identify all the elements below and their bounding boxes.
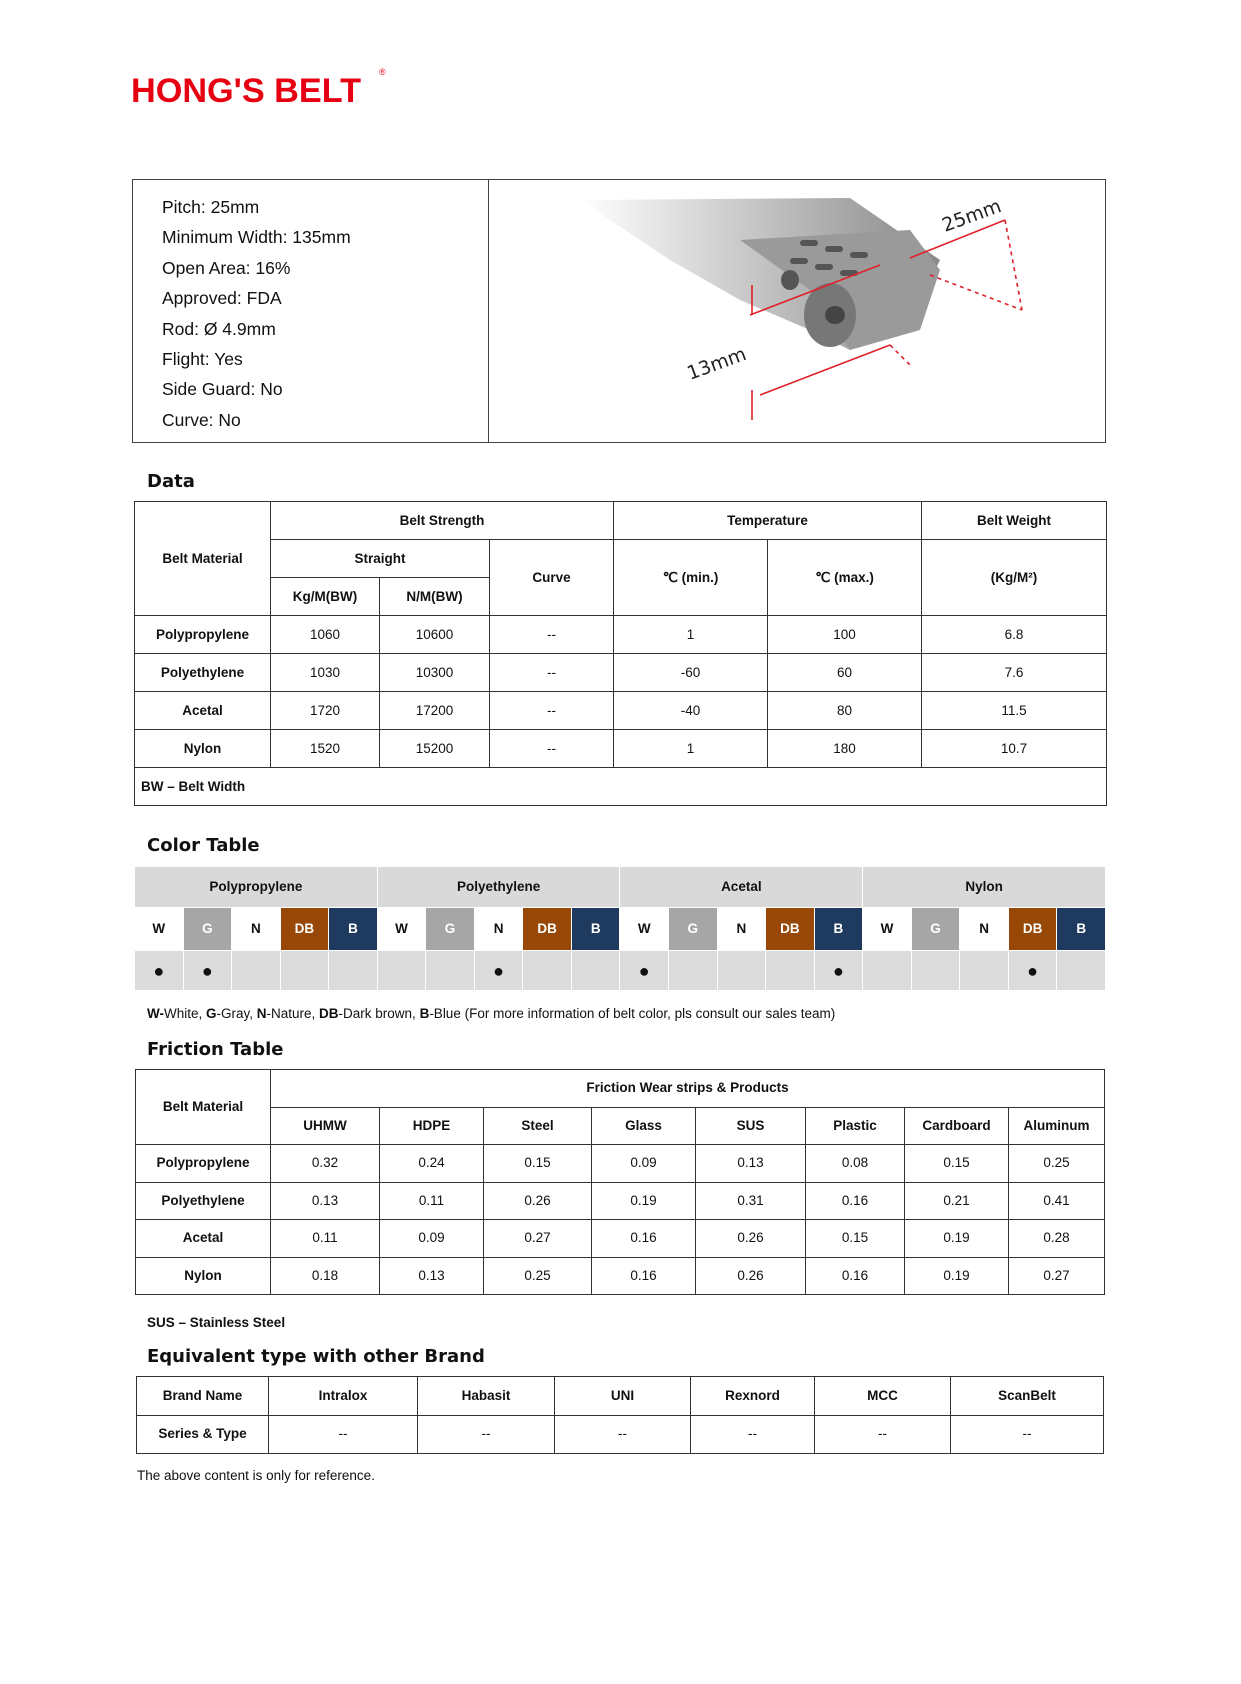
col-header: Temperature: [614, 502, 922, 540]
cell-material: Polypropylene: [135, 616, 271, 654]
cell-tmax: 60: [768, 654, 922, 692]
cell-friction: 0.19: [905, 1257, 1009, 1295]
equivalent-heading: Equivalent type with other Brand: [147, 1346, 485, 1367]
cell-friction: 0.26: [484, 1182, 592, 1220]
cell-curve: --: [490, 730, 614, 768]
equivalent-table: [136, 1376, 1104, 1454]
availability-cell: [766, 951, 815, 991]
availability-cell: [669, 951, 718, 991]
col-header: Curve: [490, 540, 614, 616]
row-header: Series & Type: [137, 1415, 269, 1454]
col-header: Aluminum: [1009, 1107, 1105, 1145]
svg-text:®: ®: [379, 67, 386, 77]
brand-name: UNI: [555, 1377, 691, 1416]
cell-weight: 10.7: [922, 730, 1107, 768]
availability-cell: [911, 951, 960, 991]
cell-curve: --: [490, 616, 614, 654]
table-row: [135, 908, 1106, 951]
col-header: Belt Material: [136, 1070, 271, 1145]
belt-image: [490, 180, 1105, 442]
height-dimension: 13mm: [684, 343, 750, 385]
row-header: Brand Name: [137, 1377, 269, 1416]
spec-box: [132, 179, 1106, 443]
cell-material: Acetal: [135, 692, 271, 730]
color-swatch-b: B: [1057, 908, 1106, 951]
series-type: --: [691, 1415, 815, 1454]
cell-tmin: 1: [614, 730, 768, 768]
availability-cell: [135, 951, 184, 991]
legend-code: B: [419, 1006, 430, 1021]
color-material-header: Polypropylene: [135, 867, 378, 908]
cell-material: Acetal: [136, 1220, 271, 1258]
color-swatch-b: B: [571, 908, 620, 951]
spec-min-width: Minimum Width: 135mm: [162, 227, 351, 248]
cell-material: Polyethylene: [135, 654, 271, 692]
availability-cell: [863, 951, 912, 991]
color-swatch-w: W: [135, 908, 184, 951]
pitch-dimension: 25mm: [939, 195, 1005, 237]
col-header: Belt Material: [135, 502, 271, 616]
legend-code: G: [205, 1006, 217, 1021]
table-row: [135, 951, 1106, 991]
cell-friction: 0.41: [1009, 1182, 1105, 1220]
cell-weight: 7.6: [922, 654, 1107, 692]
cell-friction: 0.19: [905, 1220, 1009, 1258]
table-row: [136, 1182, 1105, 1220]
series-type: --: [555, 1415, 691, 1454]
cell-kg: 1060: [271, 616, 380, 654]
table-row: [136, 1220, 1105, 1258]
cell-n: 10300: [380, 654, 490, 692]
availability-cell: [1057, 951, 1106, 991]
cell-curve: --: [490, 654, 614, 692]
availability-cell: [620, 951, 669, 991]
legend-text: White,: [163, 1006, 206, 1021]
cell-friction: 0.26: [696, 1257, 806, 1295]
col-header: Kg/M(BW): [271, 578, 380, 616]
available-dot-icon: ●: [638, 960, 650, 981]
table-row: [135, 730, 1107, 768]
available-dot-icon: ●: [1027, 960, 1039, 981]
cell-friction: 0.21: [905, 1182, 1009, 1220]
availability-cell: [474, 951, 523, 991]
color-swatch-b: B: [814, 908, 863, 951]
availability-cell: [377, 951, 426, 991]
color-swatch-db: DB: [280, 908, 329, 951]
cell-material: Nylon: [136, 1257, 271, 1295]
cell-friction: 0.13: [696, 1145, 806, 1183]
legend-text: -Dark brown,: [338, 1006, 420, 1021]
footer-note: The above content is only for reference.: [137, 1468, 375, 1483]
svg-text:HONG'S BELT: HONG'S BELT: [131, 72, 362, 108]
cell-tmin: -60: [614, 654, 768, 692]
table-row: [135, 616, 1107, 654]
color-swatch-db: DB: [523, 908, 572, 951]
availability-cell: [426, 951, 475, 991]
available-dot-icon: ●: [832, 960, 844, 981]
col-header: N/M(BW): [380, 578, 490, 616]
available-dot-icon: ●: [153, 960, 165, 981]
availability-cell: [183, 951, 232, 991]
spec-side-guard: Side Guard: No: [162, 379, 283, 400]
col-header: Friction Wear strips & Products: [271, 1070, 1105, 1108]
cell-friction: 0.08: [806, 1145, 905, 1183]
brand-name: Habasit: [418, 1377, 555, 1416]
cell-tmin: 1: [614, 616, 768, 654]
legend-code: N: [256, 1006, 267, 1021]
col-header: Belt Strength: [271, 502, 614, 540]
cell-friction: 0.25: [1009, 1145, 1105, 1183]
col-header: Plastic: [806, 1107, 905, 1145]
color-swatch-n: N: [960, 908, 1009, 951]
col-header: SUS: [696, 1107, 806, 1145]
cell-friction: 0.27: [1009, 1257, 1105, 1295]
col-header: Straight: [271, 540, 490, 578]
legend-text: -Nature,: [266, 1006, 320, 1021]
cell-friction: 0.25: [484, 1257, 592, 1295]
cell-friction: 0.13: [380, 1257, 484, 1295]
cell-n: 15200: [380, 730, 490, 768]
color-material-header: Acetal: [620, 867, 863, 908]
color-swatch-w: W: [620, 908, 669, 951]
color-legend: [147, 1006, 835, 1022]
cell-friction: 0.13: [271, 1182, 380, 1220]
cell-tmin: -40: [614, 692, 768, 730]
color-swatch-g: G: [183, 908, 232, 951]
color-heading: Color Table: [147, 835, 260, 856]
cell-friction: 0.19: [592, 1182, 696, 1220]
spec-flight: Flight: Yes: [162, 348, 243, 369]
color-swatch-g: G: [426, 908, 475, 951]
cell-friction: 0.24: [380, 1145, 484, 1183]
sus-note: SUS – Stainless Steel: [147, 1315, 286, 1330]
cell-kg: 1030: [271, 654, 380, 692]
series-type: --: [418, 1415, 555, 1454]
color-swatch-w: W: [863, 908, 912, 951]
series-type: --: [815, 1415, 951, 1454]
spec-list: [133, 180, 489, 442]
table-row: [135, 654, 1107, 692]
bw-note: BW – Belt Width: [135, 768, 1107, 806]
cell-kg: 1520: [271, 730, 380, 768]
cell-n: 10600: [380, 616, 490, 654]
brand-name: Rexnord: [691, 1377, 815, 1416]
series-type: --: [951, 1415, 1104, 1454]
spec-pitch: Pitch: 25mm: [162, 197, 260, 217]
available-dot-icon: ●: [493, 960, 505, 981]
col-header: Glass: [592, 1107, 696, 1145]
color-swatch-n: N: [474, 908, 523, 951]
cell-friction: 0.18: [271, 1257, 380, 1295]
friction-table: [135, 1069, 1105, 1295]
cell-friction: 0.26: [696, 1220, 806, 1258]
cell-friction: 0.16: [592, 1220, 696, 1258]
legend-code: W-: [147, 1006, 164, 1021]
color-table: [134, 866, 1106, 991]
color-swatch-db: DB: [1008, 908, 1057, 951]
availability-cell: [280, 951, 329, 991]
cell-friction: 0.15: [484, 1145, 592, 1183]
series-type: --: [269, 1415, 418, 1454]
color-material-header: Nylon: [863, 867, 1106, 908]
cell-friction: 0.28: [1009, 1220, 1105, 1258]
cell-curve: --: [490, 692, 614, 730]
data-heading: Data: [147, 471, 195, 492]
cell-kg: 1720: [271, 692, 380, 730]
cell-material: Polypropylene: [136, 1145, 271, 1183]
cell-friction: 0.27: [484, 1220, 592, 1258]
color-swatch-b: B: [329, 908, 378, 951]
cell-friction: 0.09: [592, 1145, 696, 1183]
color-swatch-n: N: [232, 908, 281, 951]
table-row: [135, 867, 1106, 908]
availability-cell: [717, 951, 766, 991]
brand-logo: [131, 66, 393, 108]
color-swatch-g: G: [669, 908, 718, 951]
cell-friction: 0.11: [271, 1220, 380, 1258]
col-header: ℃ (max.): [768, 540, 922, 616]
spec-approved: Approved: FDA: [162, 288, 282, 309]
col-header: (Kg/M²): [922, 540, 1107, 616]
col-header: Belt Weight: [922, 502, 1107, 540]
cell-friction: 0.15: [905, 1145, 1009, 1183]
cell-friction: 0.16: [806, 1182, 905, 1220]
color-swatch-n: N: [717, 908, 766, 951]
data-table: [134, 501, 1107, 806]
available-dot-icon: ●: [201, 960, 213, 981]
col-header: UHMW: [271, 1107, 380, 1145]
availability-cell: [571, 951, 620, 991]
col-header: Steel: [484, 1107, 592, 1145]
availability-cell: [329, 951, 378, 991]
col-header: ℃ (min.): [614, 540, 768, 616]
legend-code: DB: [319, 1006, 339, 1021]
cell-material: Polyethylene: [136, 1182, 271, 1220]
table-row: [136, 1257, 1105, 1295]
cell-friction: 0.15: [806, 1220, 905, 1258]
availability-cell: [232, 951, 281, 991]
cell-friction: 0.11: [380, 1182, 484, 1220]
brand-name: ScanBelt: [951, 1377, 1104, 1416]
cell-n: 17200: [380, 692, 490, 730]
availability-cell: [814, 951, 863, 991]
cell-friction: 0.16: [806, 1257, 905, 1295]
spec-curve: Curve: No: [162, 409, 241, 430]
cell-tmax: 180: [768, 730, 922, 768]
cell-weight: 6.8: [922, 616, 1107, 654]
friction-heading: Friction Table: [147, 1039, 284, 1060]
color-swatch-g: G: [911, 908, 960, 951]
availability-cell: [1008, 951, 1057, 991]
color-swatch-w: W: [377, 908, 426, 951]
legend-text: -Gray,: [216, 1006, 257, 1021]
cell-tmax: 80: [768, 692, 922, 730]
cell-friction: 0.31: [696, 1182, 806, 1220]
col-header: HDPE: [380, 1107, 484, 1145]
table-row: [136, 1145, 1105, 1183]
spec-rod: Rod: Ø 4.9mm: [162, 318, 276, 339]
color-swatch-db: DB: [766, 908, 815, 951]
legend-text: -Blue (For more information of belt color, pls consult our sales team): [429, 1006, 836, 1021]
cell-tmax: 100: [768, 616, 922, 654]
availability-cell: [960, 951, 1009, 991]
brand-name: MCC: [815, 1377, 951, 1416]
table-row: [135, 692, 1107, 730]
cell-friction: 0.09: [380, 1220, 484, 1258]
cell-friction: 0.16: [592, 1257, 696, 1295]
cell-friction: 0.32: [271, 1145, 380, 1183]
cell-weight: 11.5: [922, 692, 1107, 730]
brand-name: Intralox: [269, 1377, 418, 1416]
color-material-header: Polyethylene: [377, 867, 620, 908]
availability-cell: [523, 951, 572, 991]
cell-material: Nylon: [135, 730, 271, 768]
col-header: Cardboard: [905, 1107, 1009, 1145]
spec-open-area: Open Area: 16%: [162, 257, 291, 278]
